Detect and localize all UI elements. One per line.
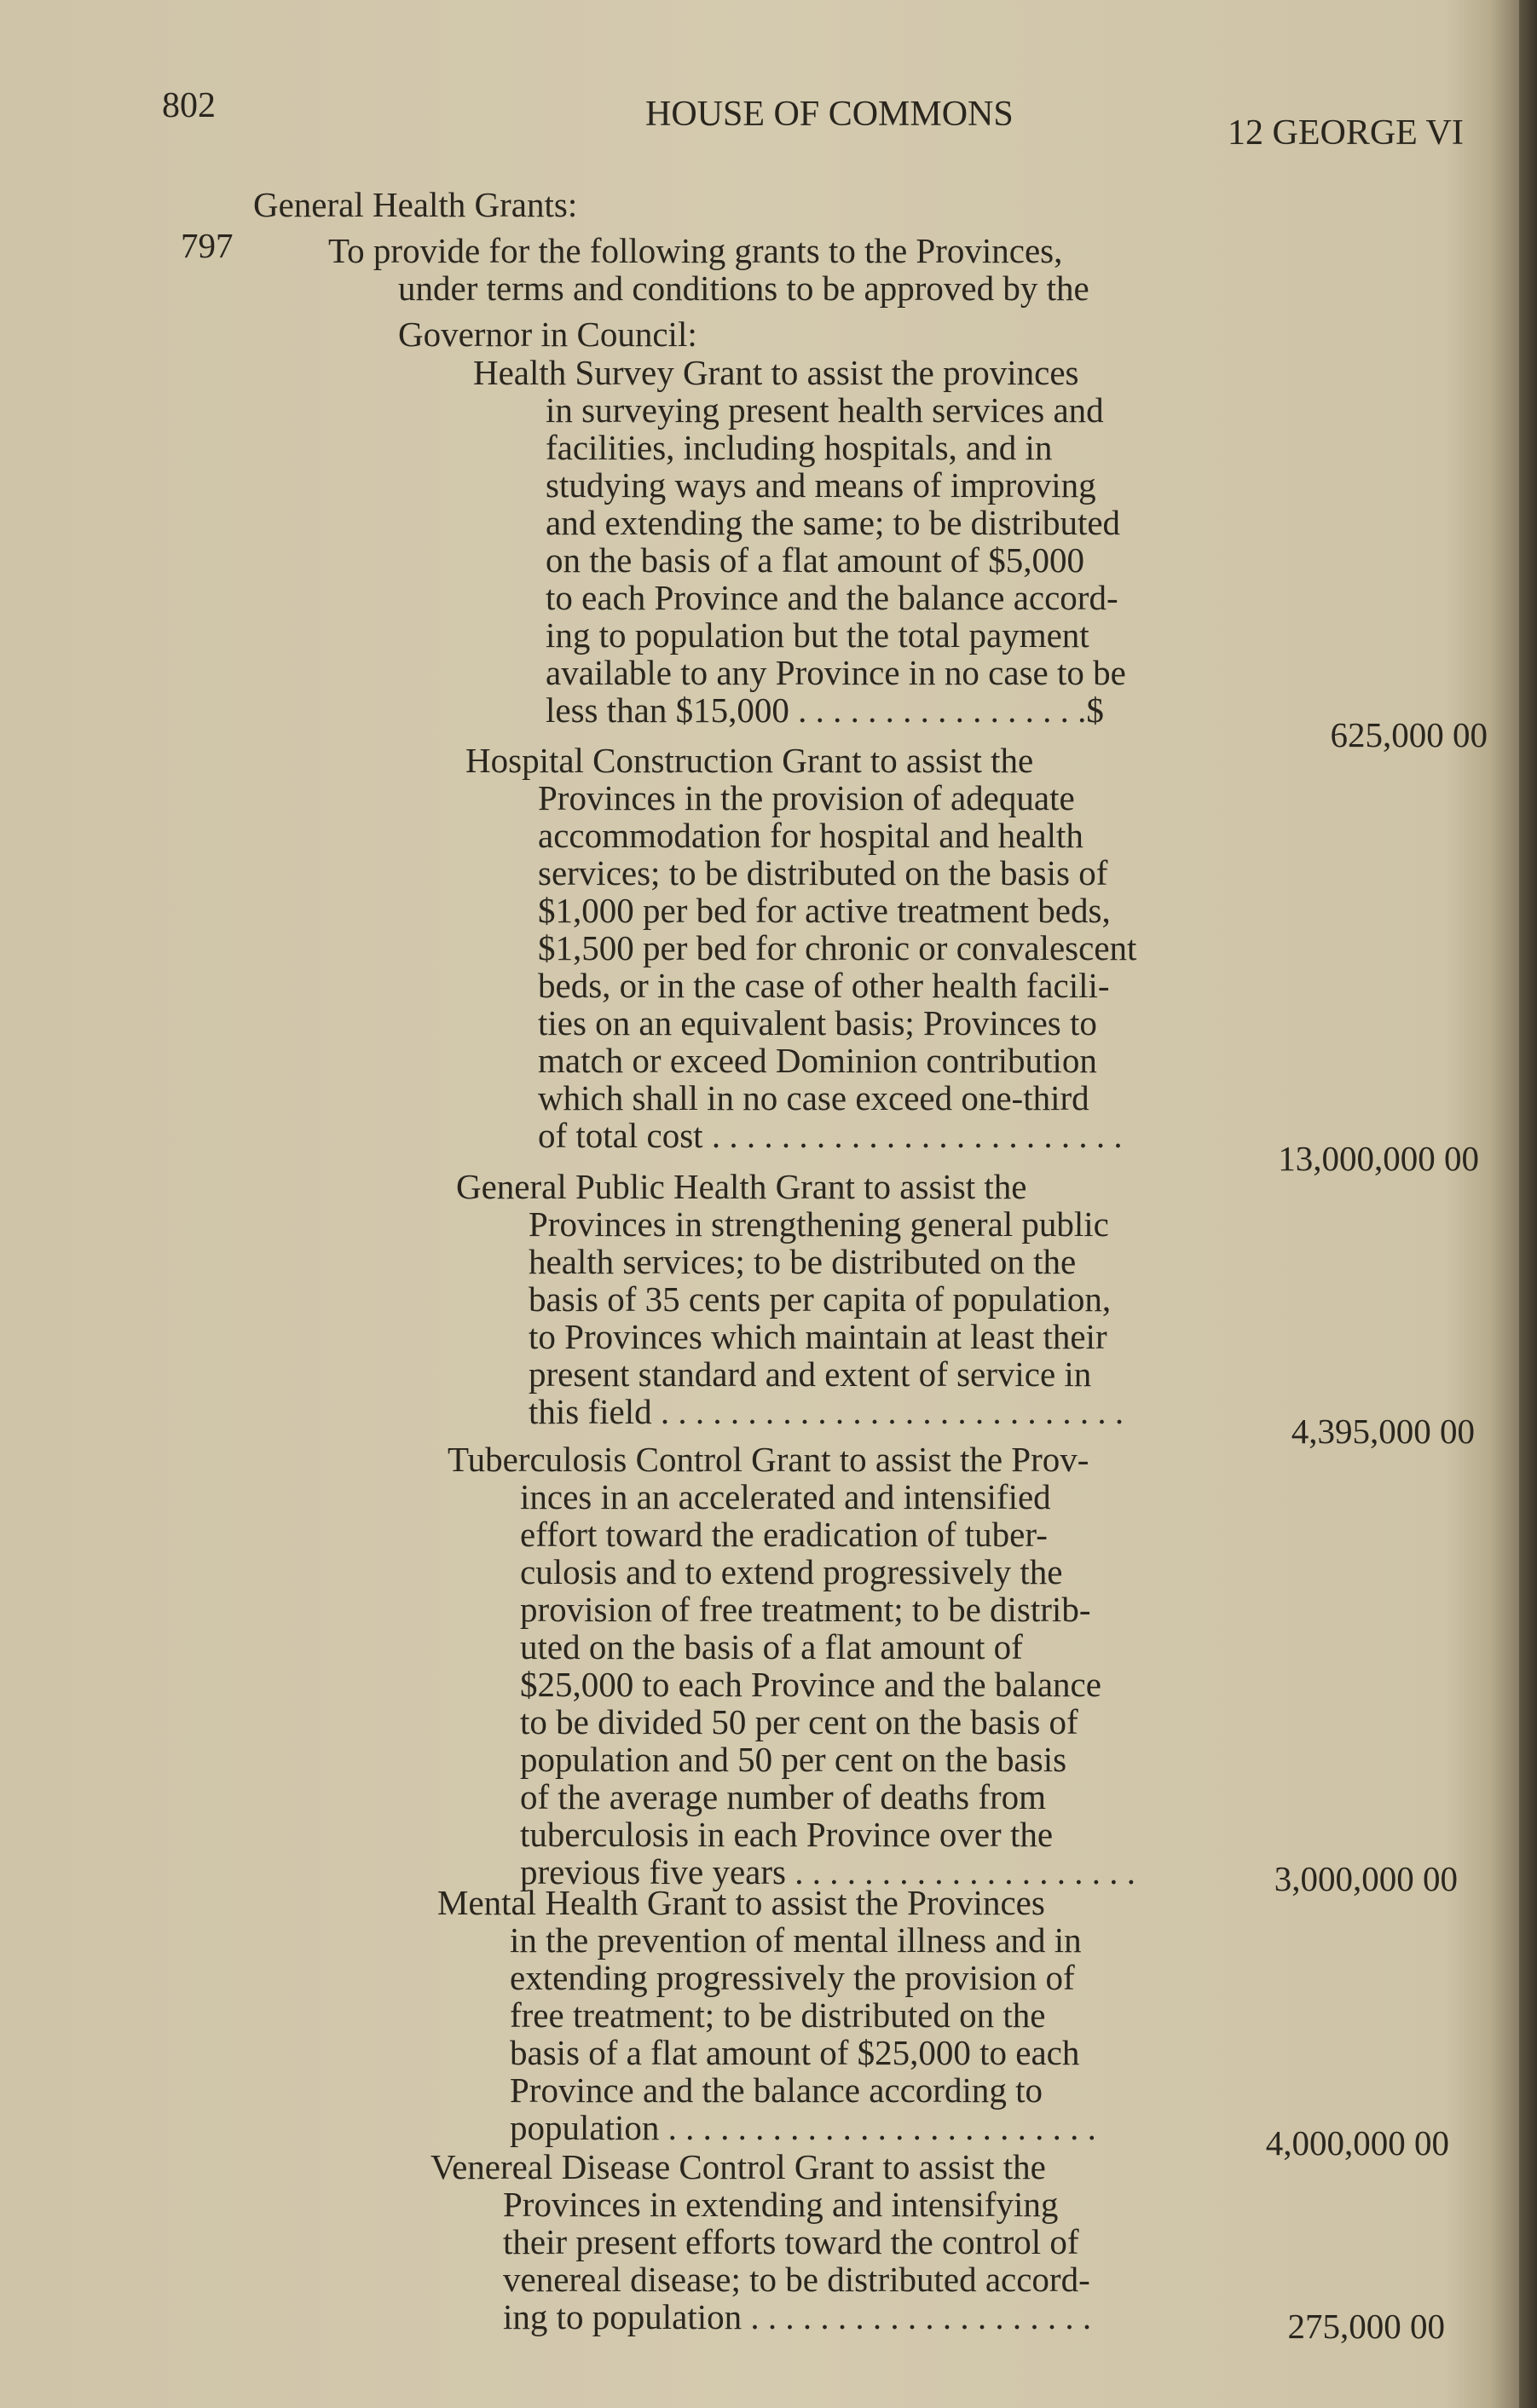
grant-amount-health-survey: 625,000 00 — [1330, 715, 1488, 754]
grant-mental-health — [437, 1884, 1096, 2146]
grant-line: health services; to be distributed on the — [529, 1242, 1077, 1281]
grant-amount-hospital-construction: 13,000,000 00 — [1278, 1139, 1479, 1178]
grant-line: to each Province and the balance accord- — [546, 578, 1118, 617]
grant-line: Provinces in strengthening general public — [529, 1204, 1109, 1244]
grant-line: Venereal Disease Control Grant to assist the — [430, 2147, 1046, 2186]
grant-line: which shall in no case exceed one-third — [538, 1078, 1089, 1117]
grant-line: $1,500 per bed for chronic or convalescent — [538, 928, 1137, 967]
grant-line: match or exceed Dominion contribution — [538, 1041, 1097, 1080]
grant-line: studying ways and means of improving — [546, 465, 1096, 505]
grant-line: in the prevention of mental illness and in — [510, 1920, 1082, 1960]
vote-intro-line-1: To provide for the following grants to the Provinces, — [328, 231, 1063, 270]
grant-line: and extending the same; to be distributed — [546, 503, 1121, 542]
grant-line: provision of free treatment; to be distrib- — [520, 1590, 1091, 1629]
grant-line: in surveying present health services and — [546, 390, 1104, 430]
vote-intro-line-2: under terms and conditions to be approved by the — [398, 269, 1089, 308]
grant-line: of total cost . . . . . . . . . . . . . . . . . . . . . . . . — [538, 1116, 1123, 1155]
grant-amount-general-public-health: 4,395,000 00 — [1291, 1412, 1475, 1451]
regnal-year: 12 GEORGE VI — [1228, 113, 1464, 153]
grant-tuberculosis-control — [448, 1441, 1135, 1891]
grant-amount-tuberculosis-control: 3,000,000 00 — [1274, 1859, 1458, 1898]
grant-line: ties on an equivalent basis; Provinces to — [538, 1003, 1097, 1042]
grant-venereal-disease-control — [430, 2148, 1091, 2336]
grant-line: tuberculosis in each Province over the — [520, 1815, 1054, 1854]
grant-line: extending progressively the provision of — [510, 1958, 1075, 1997]
grant-general-public-health — [456, 1168, 1124, 1430]
page-binding-edge — [1519, 0, 1537, 2408]
grant-line: free treatment; to be distributed on the — [510, 1995, 1046, 2035]
grant-line: facilities, including hospitals, and in — [546, 428, 1053, 467]
grant-line: Provinces in the provision of adequate — [538, 778, 1075, 817]
grant-line: this field . . . . . . . . . . . . . . . . . . . . . . . . . . . — [529, 1392, 1124, 1431]
grant-line: effort toward the eradication of tuber- — [520, 1515, 1048, 1554]
grant-amount-mental-health: 4,000,000 00 — [1265, 2123, 1449, 2163]
grant-line: Hospital Construction Grant to assist the — [465, 741, 1034, 780]
grant-line: to Provinces which maintain at least their — [529, 1317, 1107, 1356]
grant-line: beds, or in the case of other health facili- — [538, 966, 1110, 1005]
grant-line: previous five years . . . . . . . . . . . . . . . . . . . . — [520, 1852, 1135, 1891]
grant-line: on the basis of a flat amount of $5,000 — [546, 540, 1084, 580]
grant-line: present standard and extent of service in — [529, 1354, 1092, 1394]
running-title: HOUSE OF COMMONS — [645, 95, 1014, 134]
grant-line: available to any Province in no case to be — [546, 653, 1126, 692]
grant-line: to be divided 50 per cent on the basis of — [520, 1702, 1078, 1741]
grant-line: Provinces in extending and intensifying — [503, 2185, 1059, 2224]
grant-line: General Public Health Grant to assist the — [456, 1167, 1027, 1206]
section-title: General Health Grants: — [253, 185, 578, 224]
grant-line: population and 50 per cent on the basis — [520, 1740, 1067, 1779]
grant-line: inces in an accelerated and intensified — [520, 1477, 1051, 1516]
grant-line: basis of 35 cents per capita of population, — [529, 1279, 1112, 1319]
vote-number: 797 — [181, 226, 234, 265]
grant-line: ing to population but the total payment — [546, 615, 1089, 655]
grant-line: venereal disease; to be distributed accord- — [503, 2260, 1090, 2299]
grant-line: Tuberculosis Control Grant to assist the Prov- — [448, 1440, 1089, 1479]
grant-line: Province and the balance according to — [510, 2070, 1043, 2110]
grant-amount-venereal-disease-control: 275,000 00 — [1287, 2307, 1445, 2346]
grant-health-survey — [473, 354, 1126, 729]
grant-line: accommodation for hospital and health — [538, 816, 1083, 855]
grant-line: of the average number of deaths from — [520, 1777, 1047, 1816]
grant-line: $1,000 per bed for active treatment beds, — [538, 891, 1111, 930]
grant-line: basis of a flat amount of $25,000 to each — [510, 2033, 1080, 2072]
grant-line: culosis and to extend progressively the — [520, 1552, 1063, 1591]
grant-line: population . . . . . . . . . . . . . . . . . . . . . . . . . — [510, 2108, 1096, 2147]
grant-line: Health Survey Grant to assist the provinces — [473, 353, 1079, 392]
page-number: 802 — [162, 86, 216, 125]
grant-line: their present efforts toward the control of — [503, 2222, 1079, 2261]
vote-intro-line-3: Governor in Council: — [398, 315, 697, 354]
grant-line: ing to population . . . . . . . . . . . . . . . . . . . . — [503, 2297, 1092, 2336]
grant-line: uted on the basis of a flat amount of — [520, 1627, 1023, 1666]
grant-line: Mental Health Grant to assist the Provinces — [437, 1883, 1045, 1922]
grant-line: less than $15,000 . . . . . . . . . . . . . . . . .$ — [546, 690, 1104, 730]
grant-line: services; to be distributed on the basis of — [538, 853, 1108, 892]
grant-hospital-construction — [465, 742, 1136, 1154]
grant-line: $25,000 to each Province and the balance — [520, 1665, 1101, 1704]
